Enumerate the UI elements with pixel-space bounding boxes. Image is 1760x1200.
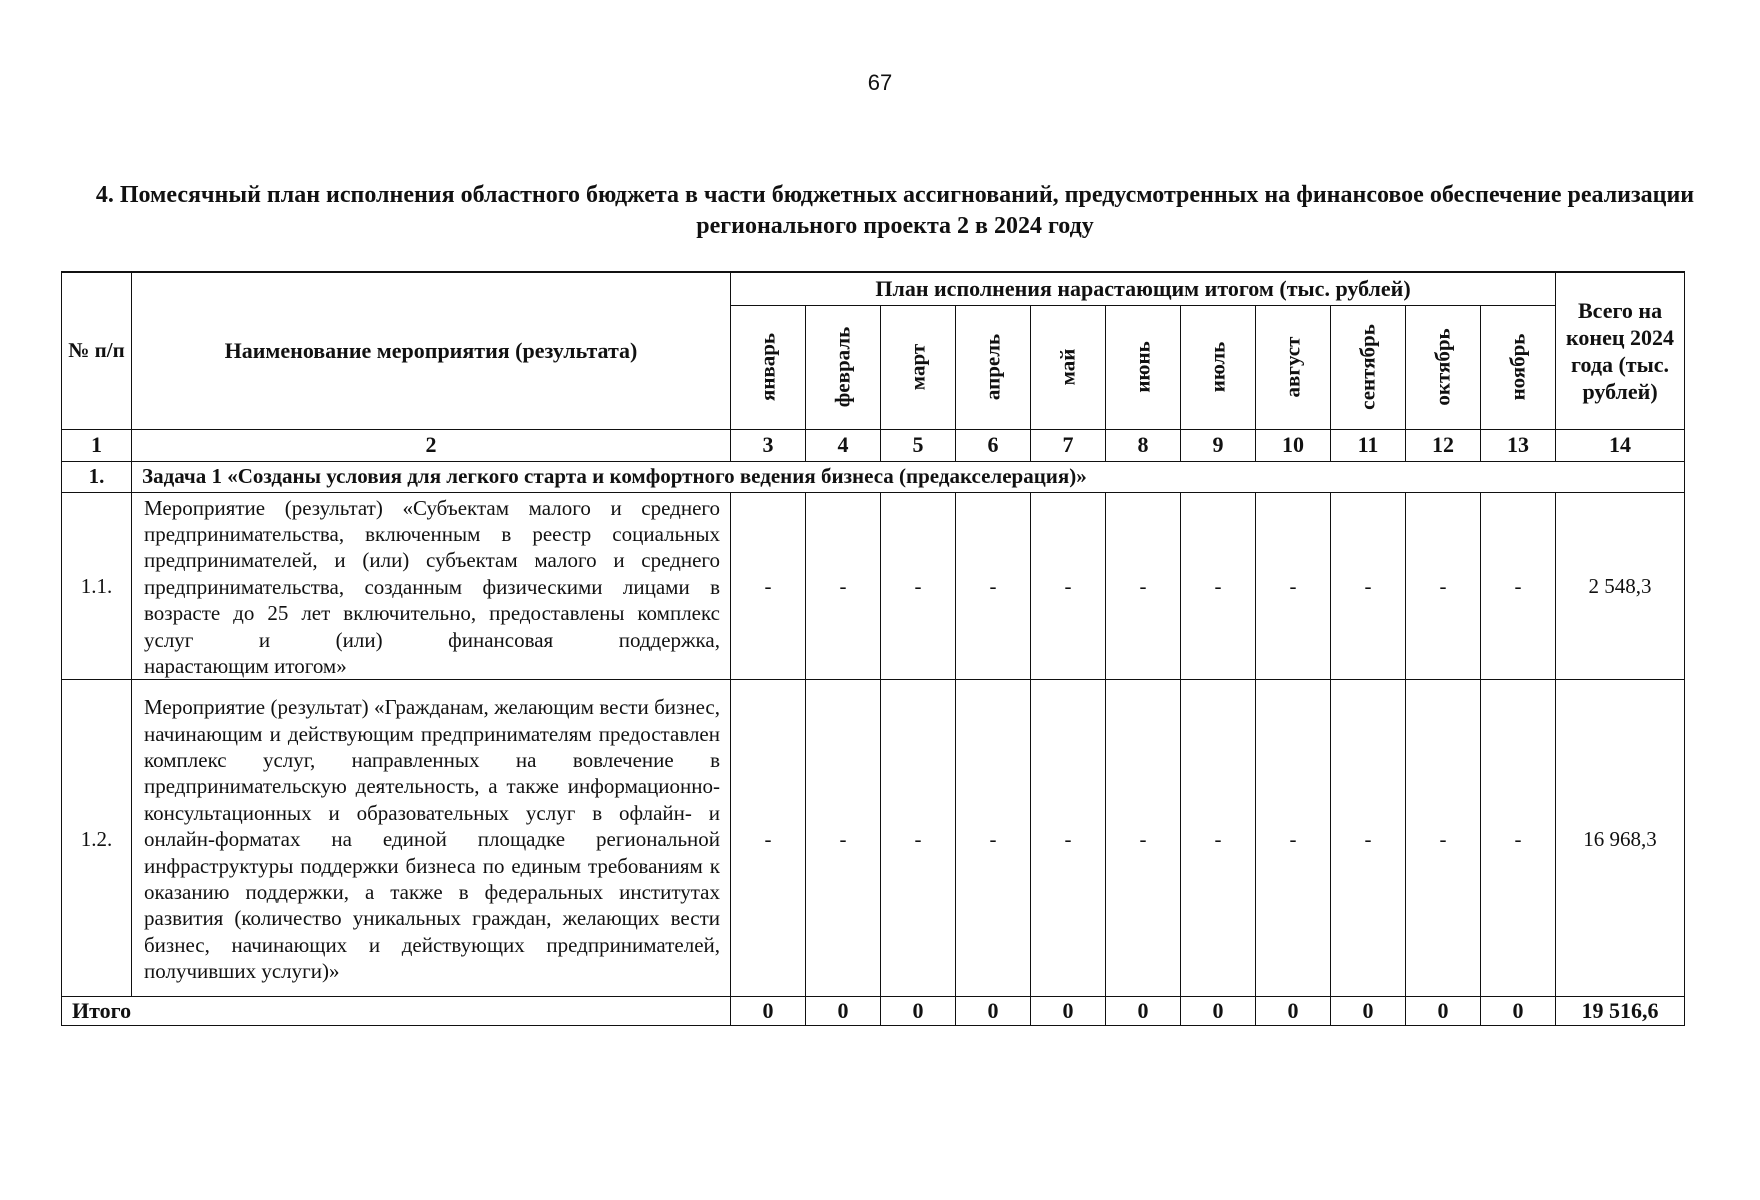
column-number: 3 — [731, 429, 806, 461]
row-number: 1.2. — [62, 680, 132, 997]
column-number: 14 — [1556, 429, 1685, 461]
month-value: - — [1181, 680, 1256, 997]
month-header: август — [1256, 305, 1331, 429]
month-value: - — [1406, 492, 1481, 680]
column-number: 13 — [1481, 429, 1556, 461]
budget-plan-table — [61, 271, 1685, 1026]
total-month-value: 0 — [1031, 997, 1106, 1026]
month-value: - — [1031, 680, 1106, 997]
month-value: - — [806, 680, 881, 997]
month-value: - — [1106, 492, 1181, 680]
month-header: март — [881, 305, 956, 429]
column-number: 6 — [956, 429, 1031, 461]
month-value: - — [1256, 492, 1331, 680]
month-header: январь — [731, 305, 806, 429]
page-number: 67 — [867, 70, 893, 95]
total-month-value: 0 — [1331, 997, 1406, 1026]
header-total: Всего на конец 2024 года (тыс. рублей) — [1556, 272, 1685, 429]
month-value: - — [1331, 492, 1406, 680]
header-name: Наименование мероприятия (результата) — [132, 272, 731, 429]
month-value: - — [956, 680, 1031, 997]
total-row — [62, 997, 1685, 1026]
task-name: Задача 1 «Созданы условия для легкого старта и комфортного ведения бизнеса (предакселерация)» — [132, 461, 1685, 492]
month-value: - — [1181, 492, 1256, 680]
month-value: - — [881, 680, 956, 997]
column-number: 10 — [1256, 429, 1331, 461]
month-header: апрель — [956, 305, 1031, 429]
month-value: - — [956, 492, 1031, 680]
total-month-value: 0 — [956, 997, 1031, 1026]
month-value: - — [1481, 680, 1556, 997]
document-title: 4. Помесячный план исполнения областного бюджета в части бюджетных ассигнований, предусмотренных на финансовое обеспечение реализации регионального проекта 2 в 2024 году — [95, 182, 1695, 239]
row-name: Мероприятие (результат) «Субъектам малого и среднего предпринимательства, включенным в реестр социальных предпринимателей, и (или) субъектам малого и среднего предпринимательства, созданным физическими лицами в возрасте до 25 лет включительно, предоставлены комплекс услуг и (или) финансовая поддержка, нарастающим итогом» — [132, 492, 731, 680]
total-month-value: 0 — [1256, 997, 1331, 1026]
total-month-value: 0 — [1106, 997, 1181, 1026]
column-number-row — [62, 429, 1685, 461]
row-number: 1.1. — [62, 492, 132, 680]
table-row — [62, 680, 1685, 997]
month-value: - — [1331, 680, 1406, 997]
month-header: май — [1031, 305, 1106, 429]
total-label: Итого — [62, 997, 731, 1026]
column-number: 1 — [62, 429, 132, 461]
month-header: ноябрь — [1481, 305, 1556, 429]
month-value: - — [1406, 680, 1481, 997]
total-month-value: 0 — [731, 997, 806, 1026]
month-value: - — [731, 492, 806, 680]
column-number: 12 — [1406, 429, 1481, 461]
column-number: 7 — [1031, 429, 1106, 461]
month-value: - — [731, 680, 806, 997]
month-header: сентябрь — [1331, 305, 1406, 429]
month-value: - — [1031, 492, 1106, 680]
month-value: - — [806, 492, 881, 680]
header-number: № п/п — [62, 272, 132, 429]
month-value: - — [1481, 492, 1556, 680]
month-header: июль — [1181, 305, 1256, 429]
row-total: 16 968,3 — [1556, 680, 1685, 997]
column-number: 5 — [881, 429, 956, 461]
table-row — [62, 492, 1685, 680]
month-value: - — [881, 492, 956, 680]
task-number: 1. — [62, 461, 132, 492]
task-row — [62, 461, 1685, 492]
total-month-value: 0 — [806, 997, 881, 1026]
column-number: 11 — [1331, 429, 1406, 461]
total-month-value: 0 — [881, 997, 956, 1026]
column-number: 4 — [806, 429, 881, 461]
month-header: февраль — [806, 305, 881, 429]
grand-total: 19 516,6 — [1556, 997, 1685, 1026]
total-month-value: 0 — [1181, 997, 1256, 1026]
month-value: - — [1106, 680, 1181, 997]
column-number: 2 — [132, 429, 731, 461]
total-month-value: 0 — [1406, 997, 1481, 1026]
column-number: 8 — [1106, 429, 1181, 461]
total-month-value: 0 — [1481, 997, 1556, 1026]
header-plan: План исполнения нарастающим итогом (тыс. рублей) — [731, 272, 1556, 305]
column-number: 9 — [1181, 429, 1256, 461]
header-row-plan — [62, 272, 1685, 305]
row-name: Мероприятие (результат) «Гражданам, желающим вести бизнес, начинающим и действующим предпринимателям предоставлен комплекс услуг, направленных на вовлечение в предпринимательскую деятельность, а также информационно-консультационных и образовательных услуг в офлайн- и онлайн-форматах на единой площадке региональной инфраструктуры поддержки бизнеса по единым требованиям к оказанию поддержки, а также в федеральных институтах развития (количество уникальных граждан, желающих вести бизнес, начинающих и действующих предпринимателей, получивших услуги)» — [132, 680, 731, 997]
month-header: октябрь — [1406, 305, 1481, 429]
row-total: 2 548,3 — [1556, 492, 1685, 680]
month-header: июнь — [1106, 305, 1181, 429]
month-value: - — [1256, 680, 1331, 997]
